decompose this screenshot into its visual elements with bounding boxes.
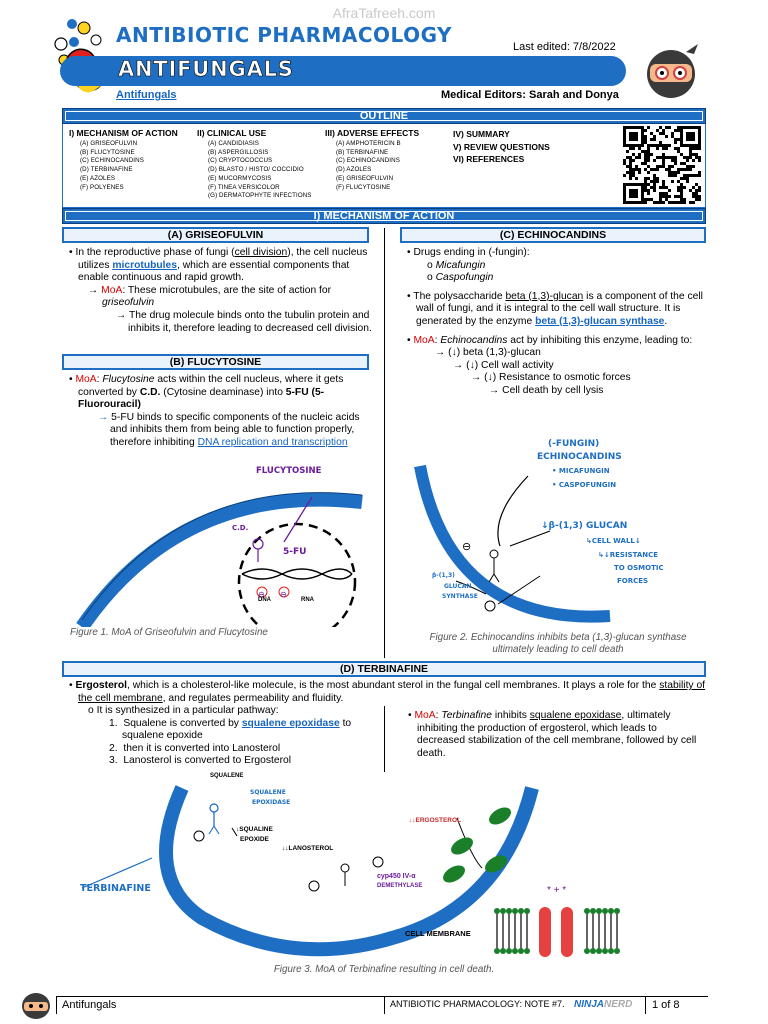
moa-label: MoA	[414, 710, 436, 721]
fig2-label: β-(1,3)	[432, 572, 455, 579]
svg-text:⊖: ⊖	[258, 590, 265, 599]
figure-2-caption: Figure 2. Echinocandins inhibits beta (1,3)-glucan synthase ultimately leading to cell death	[429, 632, 687, 655]
fig3-label: EPOXIDE	[240, 836, 269, 843]
ninja-mascot	[642, 40, 700, 102]
echinocandins-header: (C) ECHINOCANDINS	[400, 227, 706, 243]
term-microtubules: microtubules	[112, 259, 177, 271]
outline-item[interactable]: (A) CANDIDIASIS	[208, 140, 260, 147]
text: then it is converted into Lanosterol	[123, 742, 281, 754]
qr-code	[621, 126, 703, 204]
outline-col2-head: II) CLINICAL USE	[197, 128, 267, 138]
header-subtitle: ANTIFUNGALS	[118, 57, 294, 81]
fig2-label: ↳↓RESISTANCE	[598, 551, 659, 559]
outline-col1	[69, 128, 178, 192]
arrow: →	[88, 284, 102, 296]
footer-center: ANTIBIOTIC PHARMACOLOGY: NOTE #7.	[390, 999, 565, 1009]
outline-item[interactable]: (B) ASPERGILLOSIS	[208, 148, 269, 156]
echinocandins-text: • Drugs ending in (-fungin): o Micafungin o Caspofungin • The polysaccharide beta (1,3)-glucan is a component of the cell wall of fungi, and it is integral to the cell wall structure. It is generated by the enzyme beta (1,3)-glucan synthase. • MoA: Echinocandins act by inhibiting this enzyme, leading to: → (↓) beta (1,3)-glucan → (↓) Cell wall activity → (↓) Resistance to osmotic forces → Cell death by cell lysis	[405, 247, 705, 398]
outline-item[interactable]: (B) TERBINAFINE	[336, 148, 389, 156]
outline-col3-head: III) ADVERSE EFFECTS	[325, 128, 420, 138]
term-squalene-epoxidase: squalene epoxidase	[241, 717, 340, 729]
echino-step: → (↓) beta (1,3)-glucan	[435, 347, 541, 359]
figure-3-caption: Figure 3. MoA of Terbinafine resulting in cell death.	[273, 964, 495, 975]
outline-item[interactable]: IV) SUMMARY	[453, 129, 510, 139]
text: is a component of the cell wall of fungi, and it is integral to the cell wall structure. It is generated by the enzyme	[416, 290, 703, 327]
text: cell division	[234, 247, 288, 258]
fig3-label: SQUALENE	[250, 789, 286, 796]
text: to squalene epoxide	[122, 717, 352, 742]
fig1-label-flucytosine: FLUCYTOSINE	[256, 466, 322, 476]
outline-col1-head: I) MECHANISM OF ACTION	[69, 128, 178, 138]
text: Ergosterol	[75, 680, 127, 691]
outline-item[interactable]: (E) GRISEOFULVIN	[336, 174, 394, 182]
text: , which is a cholesterol-like molecule, is the most abundant sterol in the fungal cell membranes. It plays a role for the	[126, 680, 660, 691]
text: Lanosterol is converted to Ergosterol	[123, 755, 292, 767]
text: .	[664, 315, 668, 327]
svg-text:⊖: ⊖	[280, 590, 287, 599]
text: Flucytosine	[102, 374, 155, 385]
text: , and regulates permeability and fluidity.	[162, 692, 344, 704]
fig2-label: • MICAFUNGIN	[552, 467, 610, 475]
text: stability of the cell membrane	[78, 680, 706, 704]
text: inhibits	[491, 710, 530, 721]
fig3-label: ↓↓ERGOSTEROL	[409, 817, 462, 824]
fig1-label-dna: DNA	[258, 597, 271, 603]
outline-item[interactable]: (C) ECHINOCANDINS	[80, 157, 144, 165]
figure-2	[410, 436, 706, 630]
moa-label: MoA	[75, 374, 97, 385]
header-link[interactable]: Antifungals	[116, 89, 177, 101]
last-edited: Last edited: 7/8/2022	[513, 41, 616, 53]
footer-left: Antifungals	[62, 999, 117, 1011]
fig2-label: • CASPOFUNGIN	[552, 481, 617, 489]
text: , ultimately inhibiting the production of ergosterol, which leads to decreased stabilization of the cell membrane, followed by cell death.	[417, 710, 697, 759]
fig2-label: GLUCAN	[444, 583, 472, 590]
terbinafine-text: • Ergosterol, which is a cholesterol-like molecule, is the most abundant sterol in the fungal cell membranes. It plays a role for the stability of the cell membrane, and regulates permeability and fluidity.	[69, 680, 706, 704]
echino-step: → Cell death by cell lysis	[489, 384, 604, 396]
outline-bar: OUTLINE	[62, 108, 706, 124]
flucytosine-text: • MoA: Flucytosine acts within the cell nucleus, where it gets converted by C.D. (Cytosine deaminase) into 5-FU (5-Fluorouracil) → 5-FU binds to specific components of the nucleic acids and inhibits them from being able to function properly, therefore inhibiting DNA replication and transcription	[69, 374, 360, 448]
text: The polysaccharide	[413, 290, 506, 302]
fig2-label: ↳CELL WALL↓	[586, 537, 641, 545]
text: C.D.	[139, 386, 161, 398]
outline-col2	[197, 128, 312, 201]
figure-1	[62, 462, 376, 627]
terbinafine-moa: • MoA: Terbinafine inhibits squalene epoxidase, ultimately inhibiting the production of ergosterol, which leads to decreased stabilization of the cell membrane, followed by cell death.	[408, 710, 697, 759]
fig2-label: ECHINOCANDINS	[537, 452, 622, 462]
outline-item[interactable]: (G) DERMATOPHYTE INFECTIONS	[208, 192, 312, 200]
text: Caspofungin	[435, 272, 494, 284]
footer-mascot	[16, 990, 52, 1020]
footer-brand	[574, 999, 632, 1010]
text: :	[96, 374, 103, 385]
outline-item[interactable]: (D) TERBINAFINE	[80, 166, 133, 174]
brand-part: NINJA	[574, 999, 605, 1010]
text: : These microtubules, are the site of action for	[122, 284, 332, 296]
fig2-label: TO OSMOTIC	[614, 564, 664, 572]
inhibit-icon: ⊖	[462, 541, 472, 553]
text: Terbinafine	[441, 710, 492, 721]
step-number: 2.	[109, 742, 118, 754]
text: :	[435, 710, 442, 721]
text: In the reproductive phase of fungi (	[75, 247, 235, 258]
outline-item[interactable]: (A) GRISEOFULVIN	[80, 140, 138, 147]
outline-col4	[453, 128, 550, 166]
arrow: →	[98, 411, 112, 423]
fig1-label-5fu: 5-FU	[283, 547, 307, 557]
outline-col3	[325, 128, 419, 192]
term-glucan-synthase: beta (1,3)-glucan synthase	[535, 315, 665, 327]
text: ), the cell nucleus utilizes	[78, 247, 368, 271]
svg-text:* + *: * + *	[547, 885, 567, 896]
outline-item[interactable]: (F) TINEA VERSICOLOR	[208, 183, 280, 191]
text: 5-FU binds to specific components of the nucleic acids and inhibits them from being able to function properly, therefore inhibiting	[110, 411, 360, 448]
watermark: AfraTafreeh.com	[332, 5, 436, 21]
outline-item[interactable]: (B) FLUCYTOSINE	[80, 148, 135, 156]
page-number: 1 of 8	[652, 999, 680, 1011]
outline-item[interactable]: (C) ECHINOCANDINS	[336, 157, 400, 165]
figure-3	[62, 768, 706, 964]
text: Micafungin	[435, 259, 486, 271]
footer-rule	[56, 996, 708, 997]
fig3-label: ↓SQUALINE	[236, 826, 273, 833]
outline-item[interactable]: (E) AZOLES	[80, 174, 116, 182]
section1-bar: I) MECHANISM OF ACTION	[62, 208, 706, 224]
text: Drugs ending in (-fungin):	[413, 247, 530, 258]
fig3-label-cell-membrane: CELL MEMBRANE	[405, 929, 471, 938]
brand-part: NERD	[604, 999, 633, 1010]
outline-item[interactable]: (F) FLUCYTOSINE	[336, 183, 391, 191]
fig3-label: SQUALENE	[210, 773, 244, 779]
fig3-label: cyp450 IV-α	[377, 873, 416, 880]
header-title: ANTIBIOTIC PHARMACOLOGY	[116, 23, 453, 47]
text: , which are essential components that enable continuous and rapid growth.	[78, 259, 350, 284]
outline-item[interactable]: (F) POLYENES	[80, 183, 124, 191]
text: beta (1,3)-glucan	[505, 290, 584, 302]
fig2-label: (-FUNGIN)	[548, 439, 600, 449]
text: It is synthesized in a particular pathway:	[96, 705, 279, 716]
outline-item[interactable]: (E) MUCORMYCOSIS	[208, 174, 272, 182]
moa-label: MoA	[413, 334, 435, 346]
text: act by inhibiting this enzyme, leading to:	[507, 334, 693, 346]
fig3-label-terbinafine: TERBINAFINE	[80, 883, 151, 894]
fig2-label: ↓β-(1,3) GLUCAN	[541, 521, 628, 531]
griseofulvin-sub: → The drug molecule binds onto the tubulin protein and inhibits it, therefore leading to decreased cell division.	[116, 309, 372, 334]
griseofulvin-header: (A) GRISEOFULVIN	[62, 227, 369, 243]
column-divider	[384, 706, 385, 772]
fig2-label: SYNTHASE	[442, 593, 478, 600]
text: 5-FU (5-Fluorouracil)	[78, 386, 325, 411]
terbinafine-pathway: o It is synthesized in a particular pathway: 1. Squalene is converted by squalene epoxidase to squalene epoxide 2. then it is converted into Lanosterol 3. Lanosterol is converted to Ergosterol	[88, 705, 352, 767]
link-dna-replication[interactable]: DNA replication and transcription	[197, 436, 348, 448]
terbinafine-header: (D) TERBINAFINE	[62, 661, 706, 677]
echino-step: → (↓) Cell wall activity	[453, 359, 554, 371]
text: Echinocandins	[440, 334, 508, 346]
step-number: 1.	[109, 717, 118, 729]
text: acts within the cell nucleus, where it gets converted by	[78, 374, 344, 398]
editors: Medical Editors: Sarah and Donya	[441, 89, 619, 101]
outline-item[interactable]: (A) AMPHOTERICIN B	[336, 140, 401, 147]
step-number: 3.	[109, 755, 118, 767]
text: Squalene is converted by	[123, 717, 242, 729]
fig3-label: DEMETHYLASE	[377, 883, 423, 889]
outline-item[interactable]: VI) REFERENCES	[453, 154, 525, 164]
fig1-label-cd: C.D.	[232, 524, 249, 532]
column-divider	[384, 228, 385, 658]
fig3-label: EPOXIDASE	[252, 799, 291, 806]
fig3-label: ↓↓LANOSTEROL	[282, 845, 334, 852]
outline-item[interactable]: V) REVIEW QUESTIONS	[453, 141, 550, 152]
echino-step: → (↓) Resistance to osmotic forces	[471, 372, 631, 384]
figure-1-caption: Figure 1. MoA of Griseofulvin and Flucytosine	[70, 627, 268, 638]
outline-item[interactable]: (C) CRYPTOCOCCUS	[208, 157, 273, 165]
fig2-label: FORCES	[617, 577, 649, 585]
outline-item[interactable]: (D) AZOLES	[336, 166, 372, 174]
moa-label: MoA	[101, 284, 123, 296]
text: :	[434, 334, 441, 346]
footer-divider	[645, 996, 646, 1014]
outline-item[interactable]: (D) BLASTO / HISTO/ COCCIDIO	[208, 166, 304, 174]
footer-divider	[56, 996, 57, 1014]
text: griseofulvin	[102, 297, 155, 309]
flucytosine-header: (B) FLUCYTOSINE	[62, 354, 369, 370]
griseofulvin-text: • In the reproductive phase of fungi (cell division), the cell nucleus utilizes microtubules, which are essential components that enable continuous and rapid growth. → MoA: These microtubules, are the site of action for griseofulvin → The drug molecule binds onto the tubulin protein and inhibits it, therefore leading to decreased cell division.	[66, 247, 376, 335]
text: (Cytosine deaminase) into	[160, 386, 286, 398]
fig1-label-rna: RNA	[301, 597, 314, 603]
footer-divider	[384, 996, 385, 1014]
text: squalene epoxidase	[529, 710, 622, 721]
